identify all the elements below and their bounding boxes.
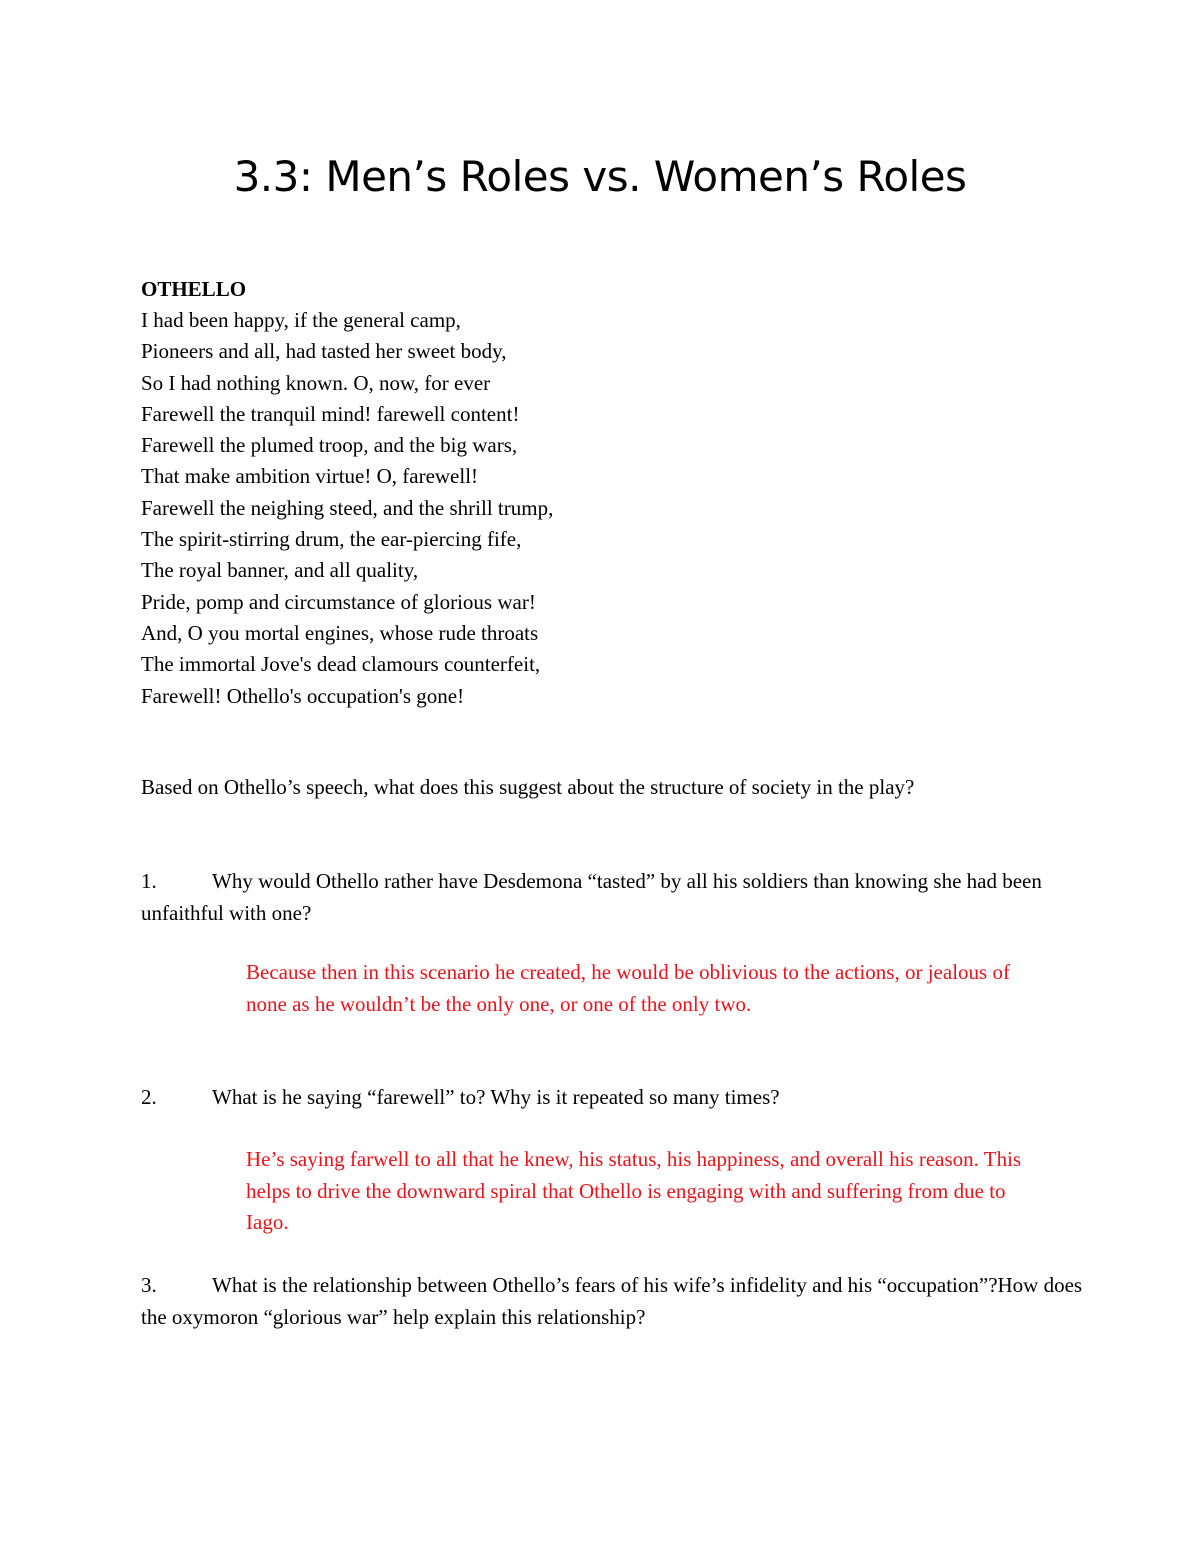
speech-line: Farewell the plumed troop, and the big wars, [141, 433, 518, 458]
question-text: Why would Othello rather have Desdemona “tasted” by all his soldiers than knowing she had been unfaithful with one? [141, 869, 1042, 925]
question-number: 3. [141, 1273, 157, 1297]
question-text: What is the relationship between Othello’s fears of his wife’s infidelity and his “occupation”?How does the oxymoron “glorious war” help explain this relationship? [141, 1273, 1083, 1329]
question-3 [141, 1270, 1101, 1333]
speech-line: The spirit-stirring drum, the ear-piercing fife, [141, 527, 522, 552]
answer-2: He’s saying farwell to all that he knew, his status, his happiness, and overall his reason. This helps to drive the downward spiral that Othello is engaging with and suffering from due to Iago. [246, 1147, 1022, 1234]
question-number: 1. [141, 869, 157, 893]
question-number: 2. [141, 1085, 157, 1109]
speech-prompt: Based on Othello’s speech, what does this suggest about the structure of society in the play? [141, 775, 915, 799]
answer-1: Because then in this scenario he created, he would be oblivious to the actions, or jealous of none as he wouldn’t be the only one, or one of the only two. [246, 960, 1010, 1016]
question-1 [141, 866, 1101, 929]
speech-line: And, O you mortal engines, whose rude throats [141, 620, 539, 645]
othello-speech [141, 274, 1041, 712]
speech-lines [141, 305, 1041, 712]
speech-line: Pioneers and all, had tasted her sweet body, [141, 339, 507, 364]
speech-line: Farewell! Othello's occupation's gone! [141, 683, 465, 708]
speech-line: I had been happy, if the general camp, [141, 308, 461, 332]
speech-line: The immortal Jove's dead clamours counterfeit, [141, 652, 541, 677]
speaker-name: OTHELLO [141, 277, 247, 301]
speech-line: So I had nothing known. O, now, for ever [141, 370, 491, 395]
question-text: What is he saying “farewell” to? Why is it repeated so many times? [212, 1085, 780, 1109]
question-2 [141, 1082, 1101, 1114]
speech-line: Farewell the tranquil mind! farewell content! [141, 401, 520, 426]
speech-line: Pride, pomp and circumstance of glorious war! [141, 589, 536, 614]
page-title: 3.3: Men’s Roles vs. Women’s Roles [233, 152, 967, 201]
speech-line: The royal banner, and all quality, [141, 558, 419, 583]
speech-line: That make ambition virtue! O, farewell! [141, 464, 479, 489]
speech-line: Farewell the neighing steed, and the shrill trump, [141, 495, 554, 520]
